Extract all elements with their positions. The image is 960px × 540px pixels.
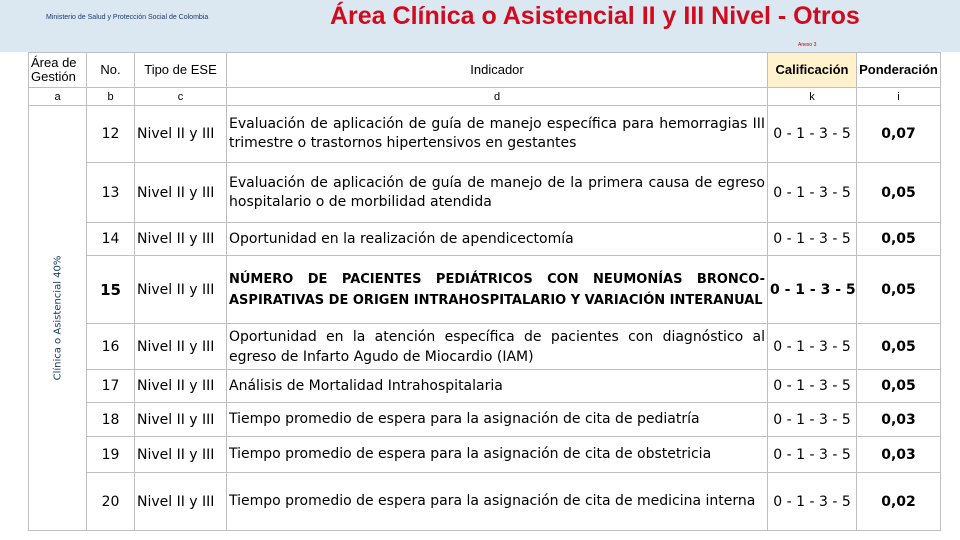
letter-b: b xyxy=(87,88,135,106)
row-indicador: Evaluación de aplicación de guía de manejo específica para hemorragias III trimestre o trastornos hipertensivos en gestantes xyxy=(227,106,768,163)
row-calificacion: 0 - 1 - 3 - 5 xyxy=(768,324,857,370)
area-label: Clínica o Asistencial 40% xyxy=(52,255,63,381)
row-indicador: Análisis de Mortalidad Intrahospitalaria xyxy=(227,370,768,403)
row-number: 16 xyxy=(87,324,135,370)
row-indicador: Oportunidad en la realización de apendicectomía xyxy=(227,223,768,256)
row-indicador: Evaluación de aplicación de guía de manejo de la primera causa de egreso hospitalario o de morbilidad atendida xyxy=(227,163,768,223)
row-tipo: Nivel II y III xyxy=(135,223,227,256)
area-cell xyxy=(29,106,87,531)
row-tipo: Nivel II y III xyxy=(135,256,227,324)
table-row xyxy=(29,437,941,473)
table-header-row xyxy=(29,53,941,88)
row-indicador: Tiempo promedio de espera para la asignación de cita de obstetricia xyxy=(227,437,768,473)
row-calificacion: 0 - 1 - 3 - 5 xyxy=(768,437,857,473)
column-header-ponderacion: Ponderación xyxy=(857,53,941,88)
table-row xyxy=(29,403,941,437)
column-header-calificacion: Calificación xyxy=(768,53,857,88)
row-tipo: Nivel II y III xyxy=(135,324,227,370)
row-calificacion: 0 - 1 - 3 - 5 xyxy=(768,223,857,256)
row-calificacion: 0 - 1 - 3 - 5 xyxy=(768,256,857,324)
row-calificacion: 0 - 1 - 3 - 5 xyxy=(768,370,857,403)
letter-k: k xyxy=(768,88,857,106)
row-number: 14 xyxy=(87,223,135,256)
page-title: Área Clínica o Asistencial II y III Nivel - Otros xyxy=(330,2,860,30)
row-calificacion: 0 - 1 - 3 - 5 xyxy=(768,403,857,437)
letter-a: a xyxy=(29,88,87,106)
row-tipo: Nivel II y III xyxy=(135,437,227,473)
row-number: 13 xyxy=(87,163,135,223)
table-row xyxy=(29,473,941,531)
table-row xyxy=(29,256,941,324)
row-indicador: Oportunidad en la atención específica de pacientes con diagnóstico al egreso de Infarto Agudo de Miocardio (IAM) xyxy=(227,324,768,370)
row-number: 19 xyxy=(87,437,135,473)
row-number: 20 xyxy=(87,473,135,531)
row-calificacion: 0 - 1 - 3 - 5 xyxy=(768,473,857,531)
row-number: 17 xyxy=(87,370,135,403)
letter-c: c xyxy=(135,88,227,106)
row-tipo: Nivel II y III xyxy=(135,370,227,403)
letter-row xyxy=(29,88,941,106)
row-tipo: Nivel II y III xyxy=(135,163,227,223)
column-header-no: No. xyxy=(87,53,135,88)
row-number: 12 xyxy=(87,106,135,163)
row-tipo: Nivel II y III xyxy=(135,106,227,163)
column-header-indicador: Indicador xyxy=(227,53,768,88)
row-indicador: NÚMERO DE PACIENTES PEDIÁTRICOS CON NEUMONÍAS BRONCO-ASPIRATIVAS DE ORIGEN INTRAHOSPITALARIO Y VARIACIÓN INTERANUAL xyxy=(227,256,768,324)
table-row xyxy=(29,106,941,163)
column-header-area: Área de Gestión xyxy=(29,53,87,88)
table-row xyxy=(29,370,941,403)
row-number: 15 xyxy=(87,256,135,324)
row-tipo: Nivel II y III xyxy=(135,473,227,531)
letter-i: i xyxy=(857,88,941,106)
row-ponderacion: 0,05 xyxy=(857,223,941,256)
annex-label: Anexo 3 xyxy=(798,42,817,48)
row-ponderacion: 0,05 xyxy=(857,256,941,324)
row-ponderacion: 0,03 xyxy=(857,437,941,473)
table-row xyxy=(29,163,941,223)
indicators-table xyxy=(28,52,941,531)
table-row xyxy=(29,223,941,256)
table-row xyxy=(29,324,941,370)
row-tipo: Nivel II y III xyxy=(135,403,227,437)
ministry-name: Ministerio de Salud y Protección Social de Colombia xyxy=(46,14,209,21)
row-indicador: Tiempo promedio de espera para la asignación de cita de medicina interna xyxy=(227,473,768,531)
row-calificacion: 0 - 1 - 3 - 5 xyxy=(768,163,857,223)
row-calificacion: 0 - 1 - 3 - 5 xyxy=(768,106,857,163)
row-indicador: Tiempo promedio de espera para la asignación de cita de pediatría xyxy=(227,403,768,437)
row-ponderacion: 0,05 xyxy=(857,163,941,223)
column-header-tipo: Tipo de ESE xyxy=(135,53,227,88)
row-ponderacion: 0,03 xyxy=(857,403,941,437)
row-ponderacion: 0,05 xyxy=(857,370,941,403)
letter-d: d xyxy=(227,88,768,106)
row-ponderacion: 0,02 xyxy=(857,473,941,531)
row-ponderacion: 0,05 xyxy=(857,324,941,370)
row-number: 18 xyxy=(87,403,135,437)
row-ponderacion: 0,07 xyxy=(857,106,941,163)
